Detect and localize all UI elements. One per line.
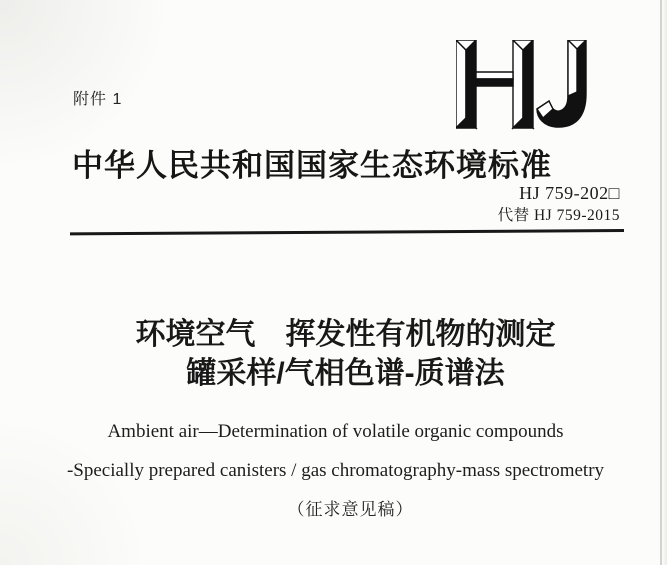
doc-title-cn-line2: 罐采样/气相色谱-质谱法 (186, 357, 505, 390)
org-title: 中华人民共和国国家生态环境标准 (72, 148, 552, 183)
replaces-note: 代替 HJ 759-2015 (497, 207, 620, 224)
hj-logo-graphic (456, 40, 590, 130)
divider-rule (70, 229, 624, 235)
doc-title-en-line2: -Specially prepared canisters / gas chromatography-mass spectrometry (66, 460, 605, 481)
hj-logo (456, 40, 590, 130)
draft-note: （征求意见稿） (287, 500, 414, 519)
standard-number: HJ 759-202□ (519, 183, 620, 203)
standard-number-block (498, 183, 620, 226)
doc-title-en-line1: Ambient air—Determination of volatile organic compounds (107, 421, 564, 442)
doc-title-cn-line1: 环境空气 挥发性有机物的测定 (135, 318, 556, 351)
attachment-label: 附件 1 (73, 91, 123, 108)
